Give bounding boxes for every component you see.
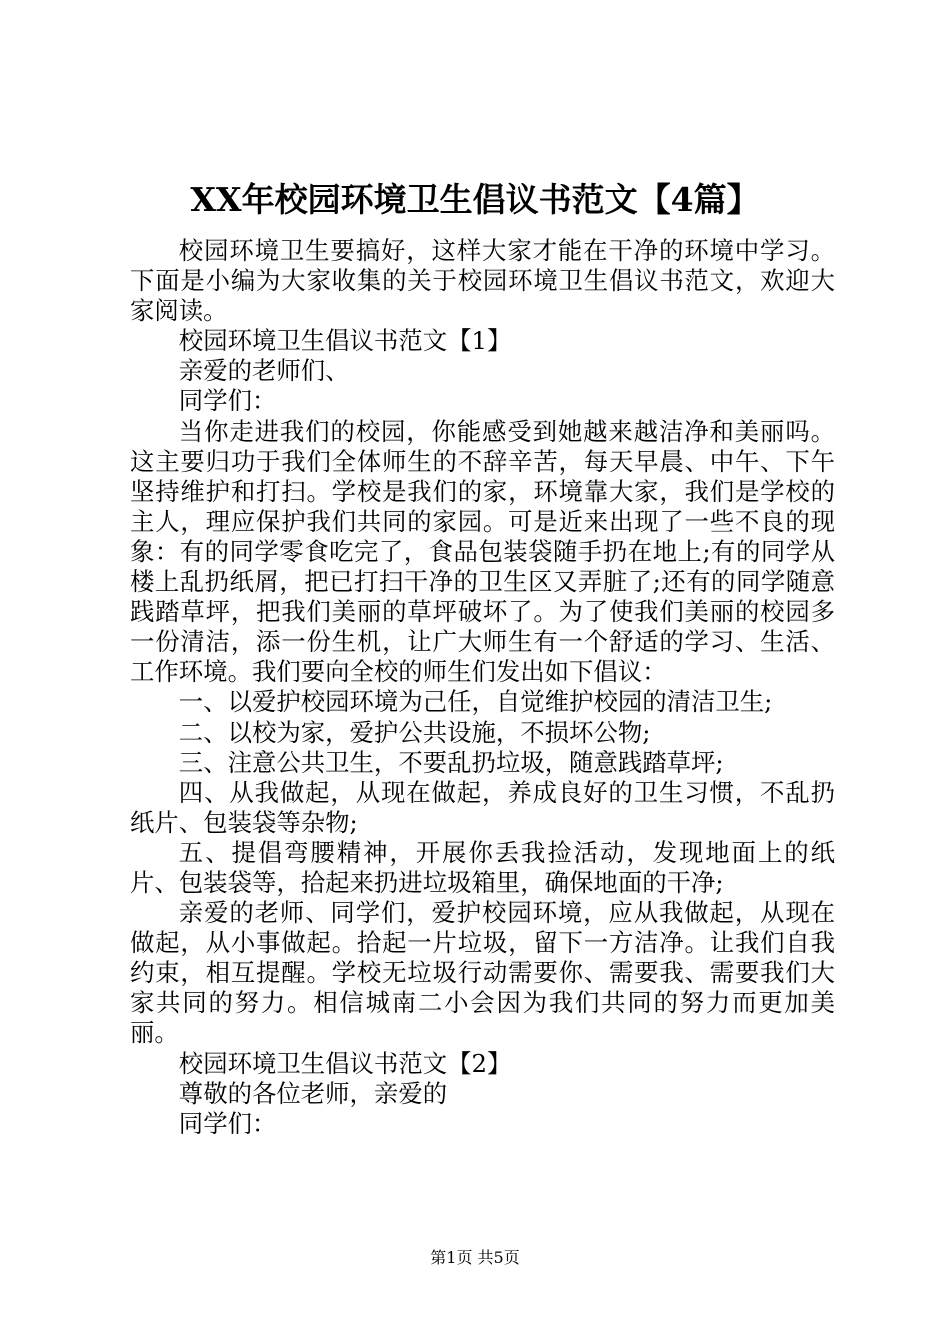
document-title: XX年校园环境卫生倡议书范文【4篇】 bbox=[190, 180, 760, 219]
salutation-2-students: 同学们： bbox=[178, 1108, 277, 1138]
paragraph-intro: 校园环境卫生要搞好，这样大家才能在干净的环境中学习。下面是小编为大家收集的关于校园环境卫生倡议书范文，欢迎大家阅读。 bbox=[130, 236, 835, 326]
document-body bbox=[130, 236, 835, 1139]
paragraph-closing: 亲爱的老师、同学们，爱护校园环境，应从我做起，从现在做起，从小事做起。拾起一片垃圾，留下一方洁净。让我们自我约束，相互提醒。学校无垃圾行动需要你、需要我、需要我们大家共同的努力。相信城南二小会因为我们共同的努力而更加美丽。 bbox=[130, 898, 835, 1048]
salutation-2: 尊敬的各位老师，亲爱的 bbox=[178, 1078, 448, 1108]
proposal-item-2: 二、以校为家，爱护公共设施，不损坏公物; bbox=[178, 717, 651, 747]
salutation-students: 同学们： bbox=[178, 386, 277, 416]
section-heading-2: 校园环境卫生倡议书范文【2】 bbox=[178, 1048, 512, 1078]
section-heading-1: 校园环境卫生倡议书范文【1】 bbox=[178, 326, 512, 356]
proposal-item-4: 四、从我做起，从现在做起，养成良好的卫生习惯，不乱扔纸片、包装袋等杂物; bbox=[130, 777, 835, 837]
proposal-item-5: 五、提倡弯腰精神，开展你丢我捡活动，发现地面上的纸片、包装袋等，拾起来扔进垃圾箱里，确保地面的干净; bbox=[130, 837, 835, 897]
proposal-item-3: 三、注意公共卫生，不要乱扔垃圾，随意践踏草坪; bbox=[178, 747, 724, 777]
proposal-item-1: 一、以爱护校园环境为己任，自觉维护校园的清洁卫生; bbox=[178, 687, 773, 717]
paragraph-main: 当你走进我们的校园，你能感受到她越来越洁净和美丽吗。这主要归功于我们全体师生的不辞辛苦，每天早晨、中午、下午坚持维护和打扫。学校是我们的家，环境靠大家，我们是学校的主人，理应保护我们共同的家园。可是近来出现了一些不良的现象：有的同学零食吃完了，食品包装袋随手扔在地上;有的同学从楼上乱扔纸屑，把已打扫干净的卫生区又弄脏了;还有的同学随意践踏草坪，把我们美丽的草坪破坏了。为了使我们美丽的校园多一份清洁，添一份生机，让广大师生有一个舒适的学习、生活、工作环境。我们要向全校的师生们发出如下倡议： bbox=[130, 416, 835, 687]
page-footer: 第1页 共5页 bbox=[430, 1248, 520, 1267]
salutation-teachers: 亲爱的老师们、 bbox=[178, 356, 350, 386]
